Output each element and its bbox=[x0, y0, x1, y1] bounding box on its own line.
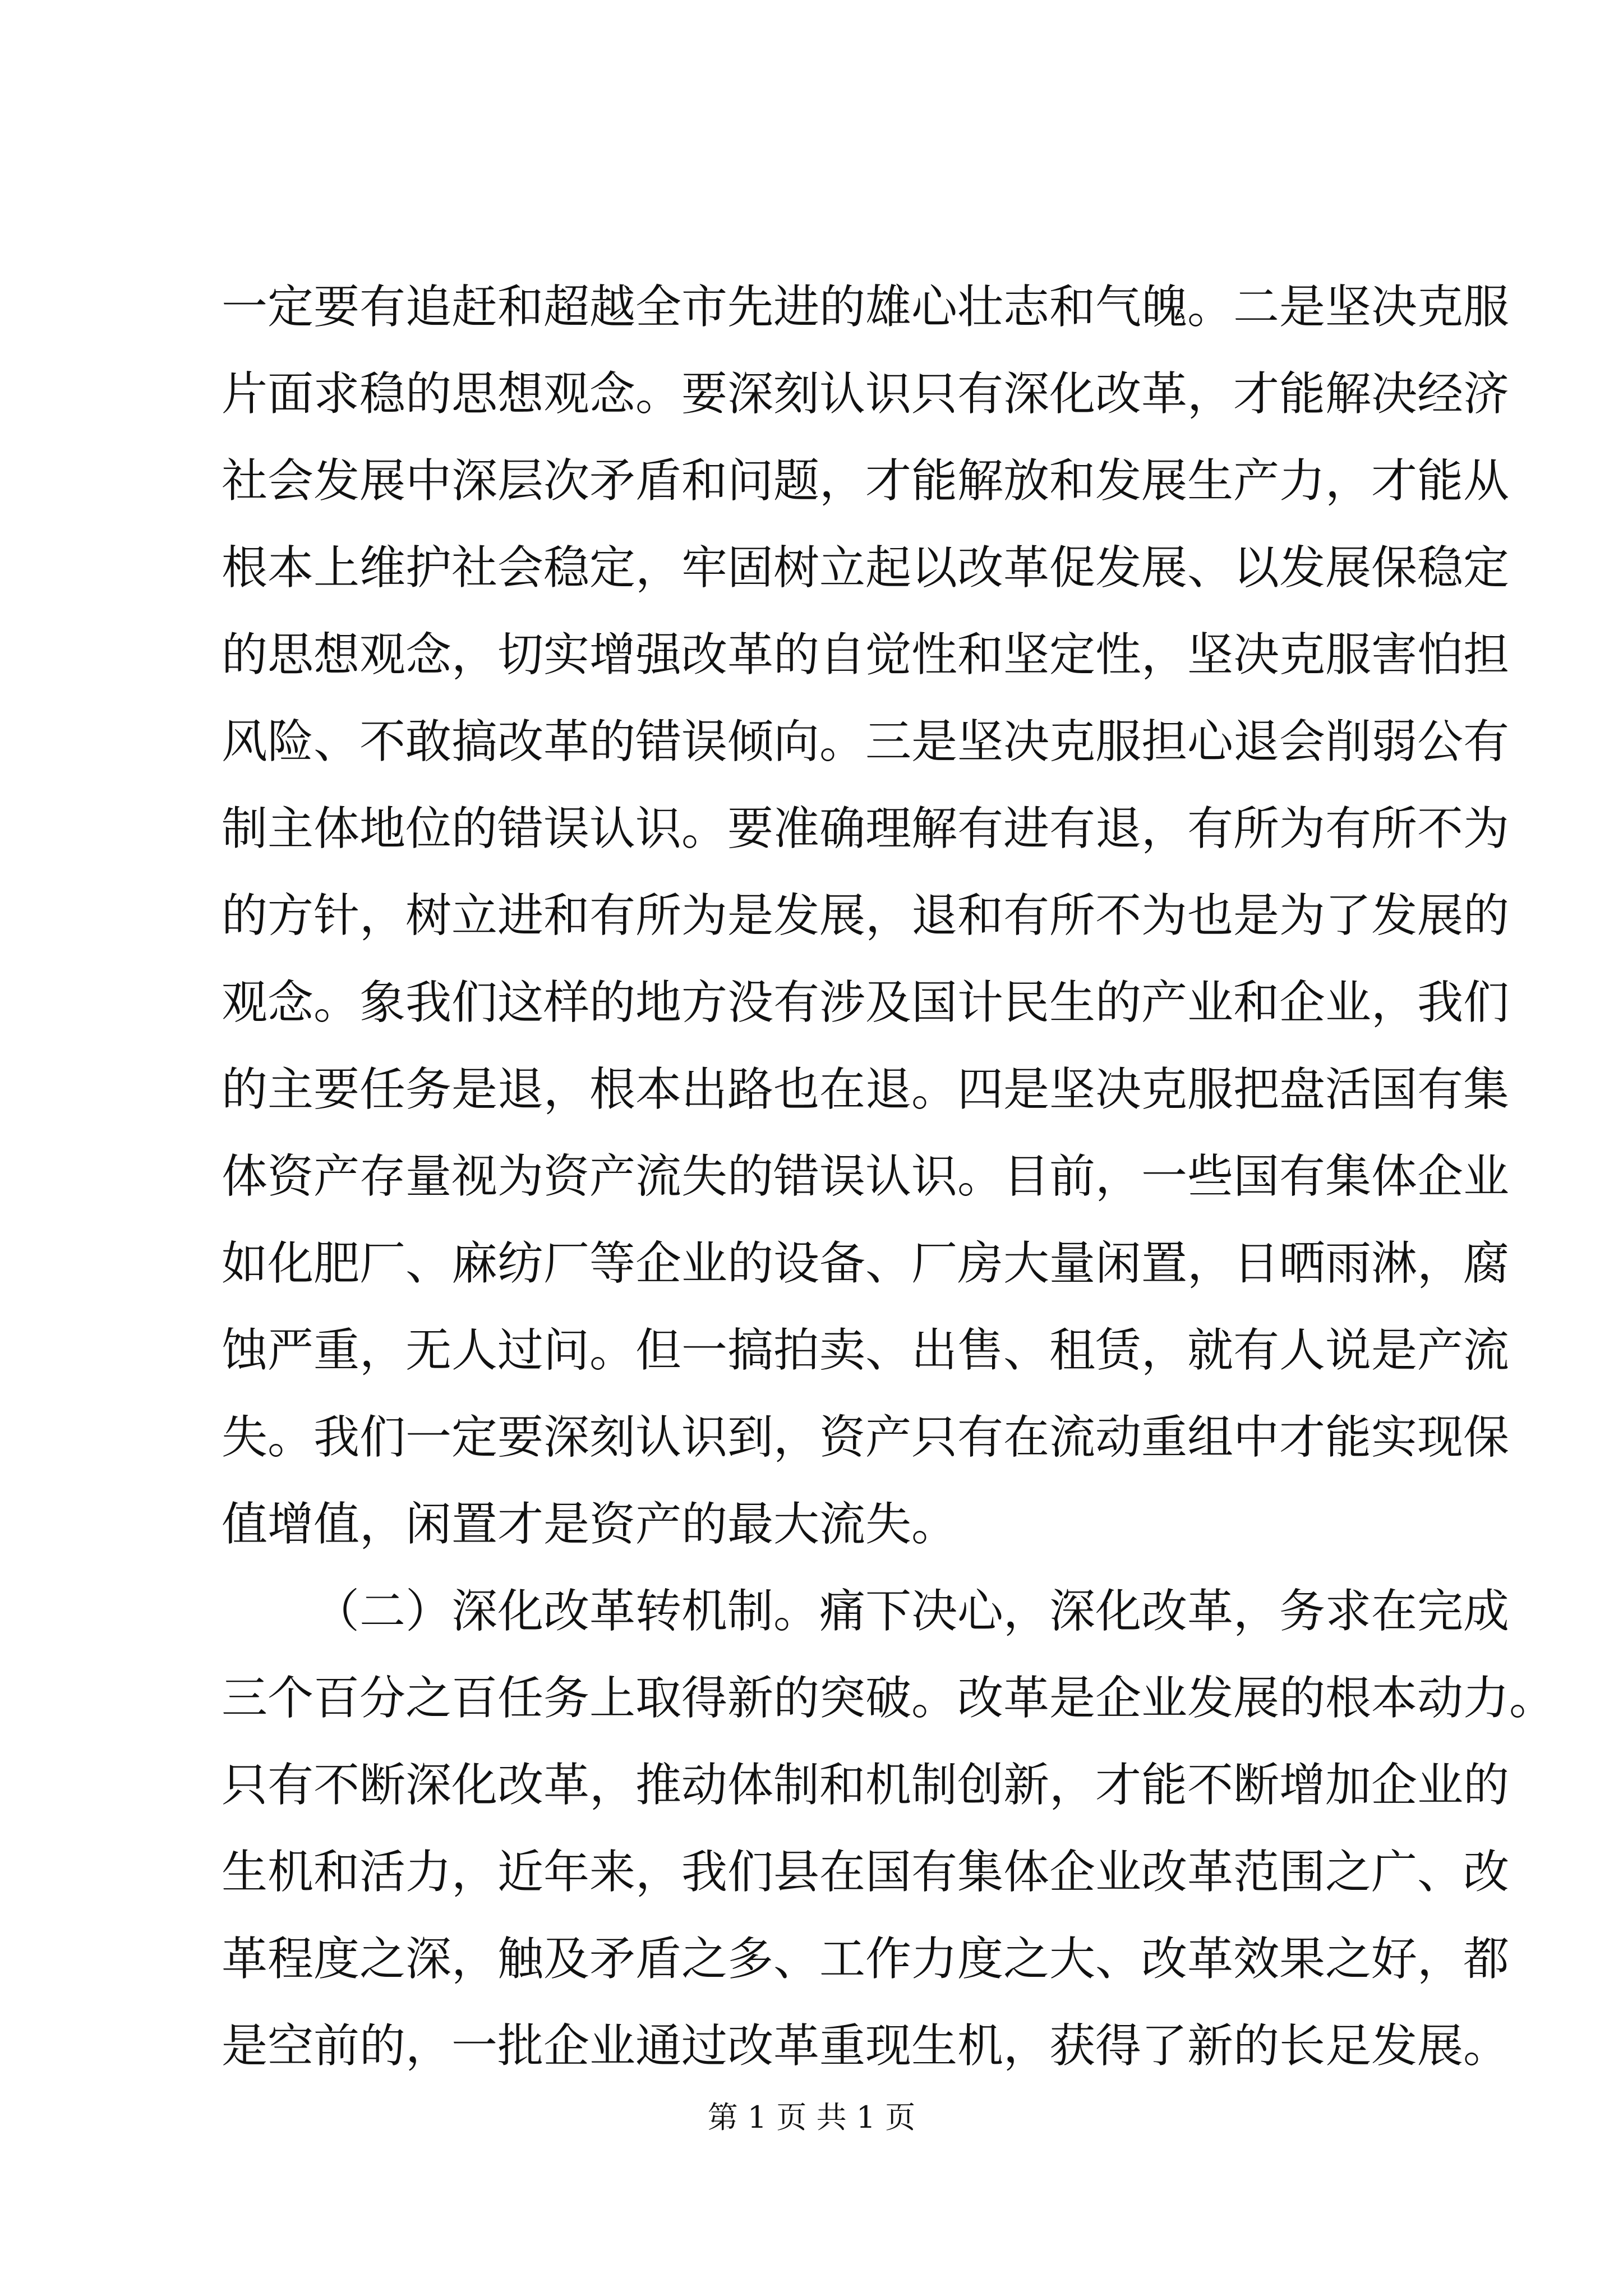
text-line: 如化肥厂、麻纺厂等企业的设备、厂房大量闲置，日晒雨淋，腐 bbox=[222, 1237, 1510, 1290]
text-line: 根本上维护社会稳定，牢固树立起以改革促发展、以发展保稳定 bbox=[222, 541, 1510, 595]
text-line: 革程度之深，触及矛盾之多、工作力度之大、改革效果之好，都 bbox=[222, 1932, 1510, 1986]
body-text bbox=[222, 264, 1556, 2090]
text-line: 值增值，闲置才是资产的最大流失。 bbox=[222, 1498, 958, 1551]
text-line: 社会发展中深层次矛盾和问题，才能解放和发展生产力，才能从 bbox=[222, 454, 1510, 508]
text-line: 的方针，树立进和有所为是发展，退和有所不为也是为了发展的 bbox=[222, 889, 1510, 942]
text-line: 是空前的，一批企业通过改革重现生机，获得了新的长足发展。 bbox=[222, 2019, 1510, 2073]
text-line: 制主体地位的错误认识。要准确理解有进有退，有所为有所不为 bbox=[222, 802, 1510, 855]
paragraph-start-line: （二）深化改革转机制。痛下决心，深化改革，务求在完成 bbox=[313, 1585, 1510, 1638]
text-line: 体资产存量视为资产流失的错误认识。目前，一些国有集体企业 bbox=[222, 1150, 1510, 1203]
text-line: 只有不断深化改革，推动体制和机制创新，才能不断增加企业的 bbox=[222, 1759, 1510, 1812]
text-line: 一定要有追赶和超越全市先进的雄心壮志和气魄。二是坚决克服 bbox=[222, 280, 1510, 334]
text-line: 观念。象我们这样的地方没有涉及国计民生的产业和企业，我们 bbox=[222, 976, 1510, 1029]
text-line: 三个百分之百任务上取得新的突破。改革是企业发展的根本动力。 bbox=[222, 1672, 1556, 1725]
text-line: 失。我们一定要深刻认识到，资产只有在流动重组中才能实现保 bbox=[222, 1411, 1510, 1464]
page-number-label: 第 1 页 共 1 页 bbox=[707, 2100, 916, 2135]
text-line: 片面求稳的思想观念。要深刻认识只有深化改革，才能解决经济 bbox=[222, 367, 1510, 421]
text-line: 生机和活力，近年来，我们县在国有集体企业改革范围之广、改 bbox=[222, 1846, 1510, 1899]
text-line: 风险、不敢搞改革的错误倾向。三是坚决克服担心退会削弱公有 bbox=[222, 715, 1510, 769]
page-footer bbox=[0, 2098, 1623, 2137]
text-line: 蚀严重，无人过问。但一搞拍卖、出售、租赁，就有人说是产流 bbox=[222, 1324, 1510, 1377]
text-line: 的思想观念，切实增强改革的自觉性和坚定性，坚决克服害怕担 bbox=[222, 628, 1510, 682]
text-line: 的主要任务是退，根本出路也在退。四是坚决克服把盘活国有集 bbox=[222, 1063, 1510, 1116]
